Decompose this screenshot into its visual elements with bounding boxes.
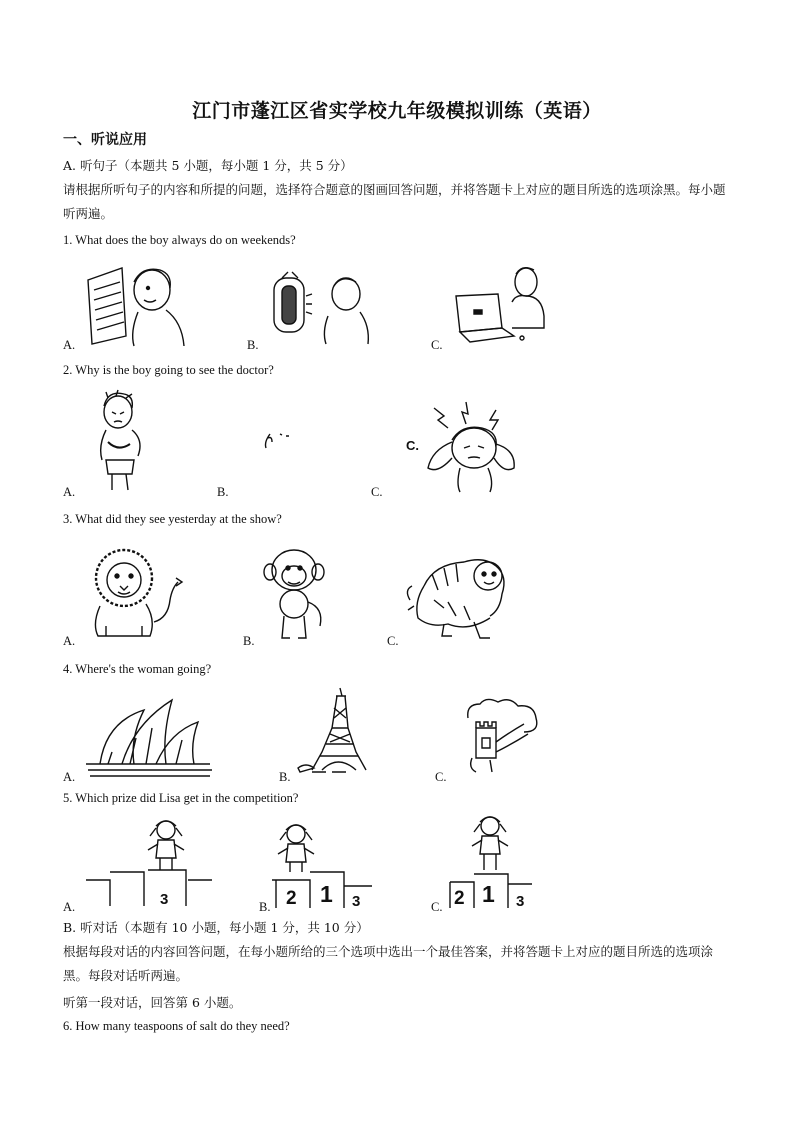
option-1a: A. [63, 338, 76, 352]
boy-stomachache-picture [94, 390, 150, 492]
option-2c: C. [371, 485, 383, 499]
svg-text:C.: C. [406, 438, 419, 453]
boy-reading-newspaper-picture [82, 262, 190, 346]
svg-text:2: 2 [454, 888, 465, 909]
boy-watching-tv-picture [270, 272, 370, 344]
question-6: 6. How many teaspoons of salt do they need? [63, 1019, 290, 1033]
boy-using-laptop-picture [452, 266, 552, 344]
option-1c: C. [431, 338, 443, 352]
part-a-instruction: 请根据所听句子的内容和所提的问题，选择符合题意的图画回答问题，并将答题卡上对应的题目所选的选项涂黑。每小题听两遍。 [63, 182, 726, 221]
svg-text:2: 2 [286, 888, 297, 909]
option-1b: B. [247, 338, 259, 352]
lion-picture [84, 548, 184, 640]
boy-headache-picture [404, 398, 530, 492]
option-2a: A. [63, 485, 76, 499]
question-2: 2. Why is the boy going to see the doctor? [63, 363, 274, 377]
question-1: 1. What does the boy always do on weekends? [63, 233, 296, 247]
option-5c: C. [431, 900, 443, 914]
svg-text:1: 1 [482, 881, 495, 907]
option-3c: C. [387, 634, 399, 648]
option-3b: B. [243, 634, 255, 648]
sydney-opera-house-picture [86, 692, 214, 778]
option-5a: A. [63, 900, 76, 914]
svg-text:3: 3 [160, 891, 169, 908]
option-4c: C. [435, 770, 447, 784]
page-title: 江门市蓬江区省实学校九年级模拟训练（英语） [192, 100, 602, 122]
part-b-heading: B. 听对话（本题有 10 小题，每小题 1 分，共 10 分） [63, 920, 369, 935]
great-wall-picture [462, 698, 542, 774]
question-4: 4. Where's the woman going? [63, 662, 212, 676]
svg-text:1: 1 [320, 881, 333, 907]
tiger-picture [404, 546, 512, 642]
option-2b: B. [217, 485, 229, 499]
question-3: 3. What did they see yesterday at the show? [63, 512, 282, 526]
small-sketch-picture [262, 430, 296, 450]
podium-second-place-picture [272, 822, 376, 908]
part-a-heading: A. 听句子（本题共 5 小题，每小题 1 分，共 5 分） [63, 158, 353, 173]
svg-text:3: 3 [516, 893, 525, 910]
option-4a: A. [63, 770, 76, 784]
first-dialogue-note: 听第一段对话，回答第 6 小题。 [63, 995, 242, 1010]
podium-first-place-picture [448, 814, 534, 908]
option-4b: B. [279, 770, 291, 784]
monkey-picture [264, 546, 328, 642]
section-heading: 一、听说应用 [63, 132, 147, 148]
question-5: 5. Which prize did Lisa get in the competition? [63, 791, 299, 805]
option-3a: A. [63, 634, 76, 648]
eiffel-tower-picture [296, 688, 368, 776]
svg-text:3: 3 [352, 893, 361, 910]
podium-third-place-picture [84, 818, 214, 906]
part-b-instruction: 根据每段对话的内容回答问题，在每小题所给的三个选项中选出一个最佳答案，并将答题卡上对应的题目所选的选项涂黑。每段对话听两遍。 [63, 944, 714, 983]
option-5b: B. [259, 900, 271, 914]
